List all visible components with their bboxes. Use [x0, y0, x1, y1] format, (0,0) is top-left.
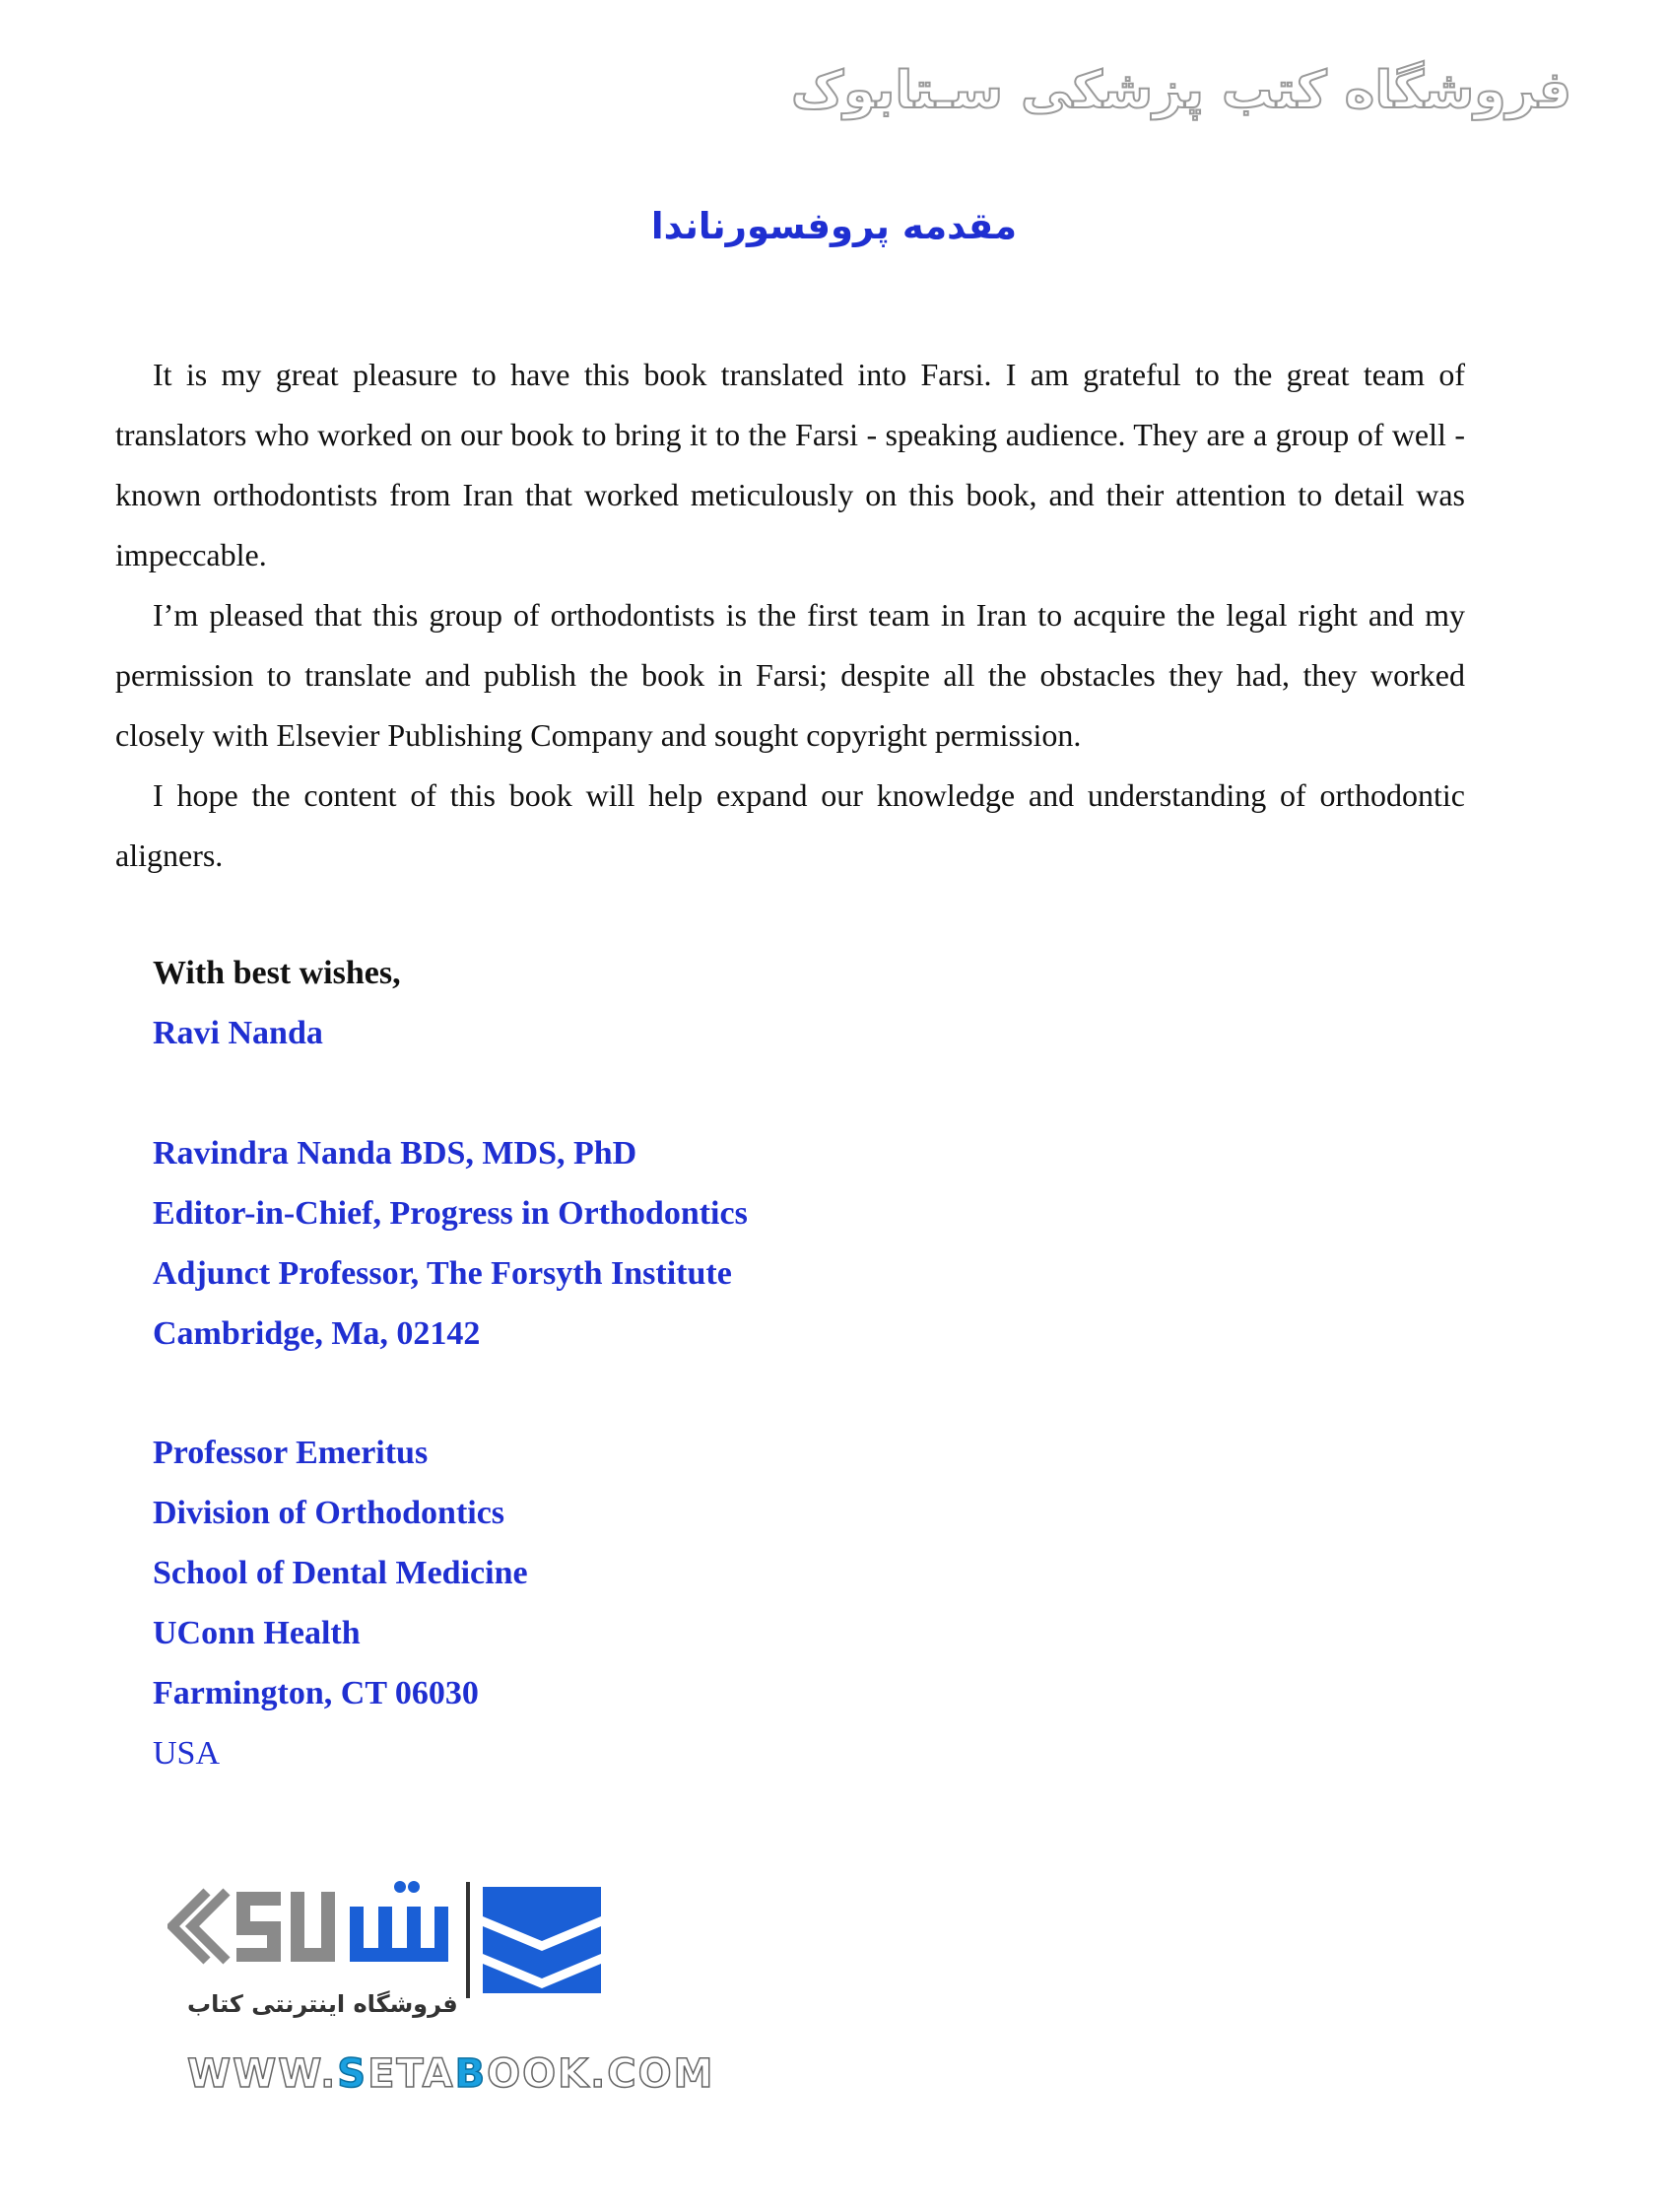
affiliation-line: Professor Emeritus: [153, 1435, 429, 1471]
logo-url-part: OOK.COM: [487, 2051, 715, 2097]
affiliation-line: School of Dental Medicine: [153, 1555, 528, 1591]
logo-url: [187, 2051, 714, 2097]
credential-line: Editor-in-Chief, Progress in Orthodontics: [153, 1195, 748, 1232]
signature-name: Ravi Nanda: [153, 1015, 323, 1051]
affiliation-line: USA: [153, 1735, 221, 1772]
affiliation-block: [153, 1423, 528, 1783]
logo-url-part: B: [454, 2051, 488, 2097]
logo-url-part: ETA: [367, 2051, 455, 2097]
credentials-block: [153, 1123, 748, 1364]
credential-line: Ravindra Nanda BDS, MDS, PhD: [153, 1135, 637, 1172]
credential-line: Cambridge, Ma, 02142: [153, 1315, 481, 1352]
logo-chevrons-icon: [172, 1892, 227, 1961]
logo-url-part: WWW.: [187, 2051, 338, 2097]
setabook-watermark: فروشگاه کتب پزشکی سـتابوک: [790, 61, 1571, 120]
paragraph-3: I hope the content of this book will help expand our knowledge and understanding of orthodontic aligners.: [115, 777, 1465, 873]
letter-body: [115, 345, 1465, 886]
paragraph-1: It is my great pleasure to have this book translated into Farsi. I am grateful to the great team of translators who worked on our book to bring it to the Farsi - speaking audience. They are a group of well - known orthodontists from Iran that worked meticulously on this book, and their attention to detail was impeccable.: [115, 357, 1465, 572]
affiliation-line: UConn Health: [153, 1615, 361, 1651]
closing-line: With best wishes,: [153, 955, 401, 991]
paragraph-2: I’m pleased that this group of orthodontists is the first team in Iran to acquire the legal right and my permission to translate and publish the book in Farsi; despite all the obstacles they had, they worked closely with Elsevier Publishing Company and sought copyright permission.: [115, 597, 1465, 753]
affiliation-line: Farmington, CT 06030: [153, 1675, 479, 1711]
logo-url-part: S: [337, 2051, 368, 2097]
credential-line: Adjunct Professor, The Forsyth Institute: [153, 1255, 732, 1292]
logo-book-icon: [483, 1887, 601, 1993]
logo-caption: فروشگاه اینترنتی کتاب: [187, 1990, 458, 2018]
logo-wordmark-icon: [236, 1892, 335, 1962]
logo-farsi-mark-icon: [350, 1881, 448, 1962]
logo-divider: [466, 1882, 470, 1998]
affiliation-line: Division of Orthodontics: [153, 1495, 505, 1531]
page-title: مقدمه پروفسورناندا: [650, 205, 1018, 247]
